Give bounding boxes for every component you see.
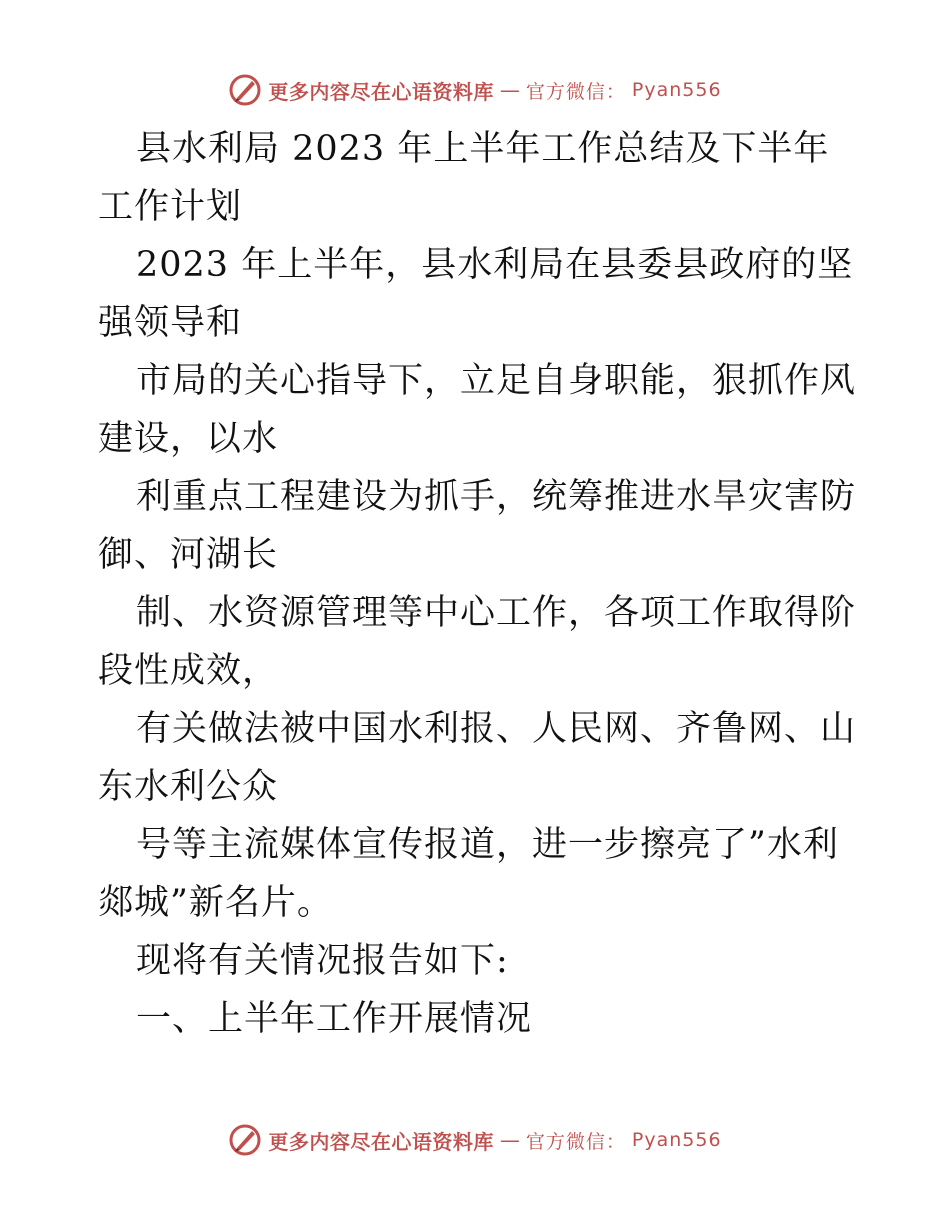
banner-site-text: 更多内容尽在心语资料库 [268, 79, 494, 104]
section-heading: 一、上半年工作开展情况 [136, 999, 533, 1039]
banner-separator: — [499, 1128, 520, 1152]
banner-site-text: 更多内容尽在心语资料库 [268, 1129, 494, 1154]
quill-pen-logo-icon [228, 73, 262, 107]
banner-wechat-label: 官方微信： [525, 1130, 626, 1153]
banner-wechat-id: Pyan556 [631, 1129, 722, 1151]
banner-separator: — [499, 78, 520, 102]
banner-wechat-label: 官方微信： [525, 80, 626, 103]
paragraph: 市局的关心指导下，立足自身职能，狠抓作风建设，以水 [98, 361, 857, 459]
paragraph: 号等主流媒体宣传报道，进一步擦亮了”水利郯城”新名片。 [98, 825, 839, 923]
document-title: 县水利局 2023 年上半年工作总结及下半年工作计划 [98, 129, 830, 227]
banner-wechat-id: Pyan556 [631, 79, 722, 101]
quill-pen-logo-icon [228, 1123, 262, 1157]
paragraph: 利重点工程建设为抓手，统筹推进水旱灾害防御、河湖长 [98, 477, 857, 575]
header-banner [0, 70, 950, 110]
paragraph: 现将有关情况报告如下: [136, 941, 509, 981]
paragraph: 2023 年上半年，县水利局在县委县政府的坚强领导和 [98, 245, 854, 343]
document-body [98, 120, 858, 1048]
paragraph: 有关做法被中国水利报、人民网、齐鲁网、山东水利公众 [98, 709, 857, 807]
paragraph: 制、水资源管理等中心工作，各项工作取得阶段性成效， [98, 593, 857, 691]
footer-banner [0, 1120, 950, 1160]
